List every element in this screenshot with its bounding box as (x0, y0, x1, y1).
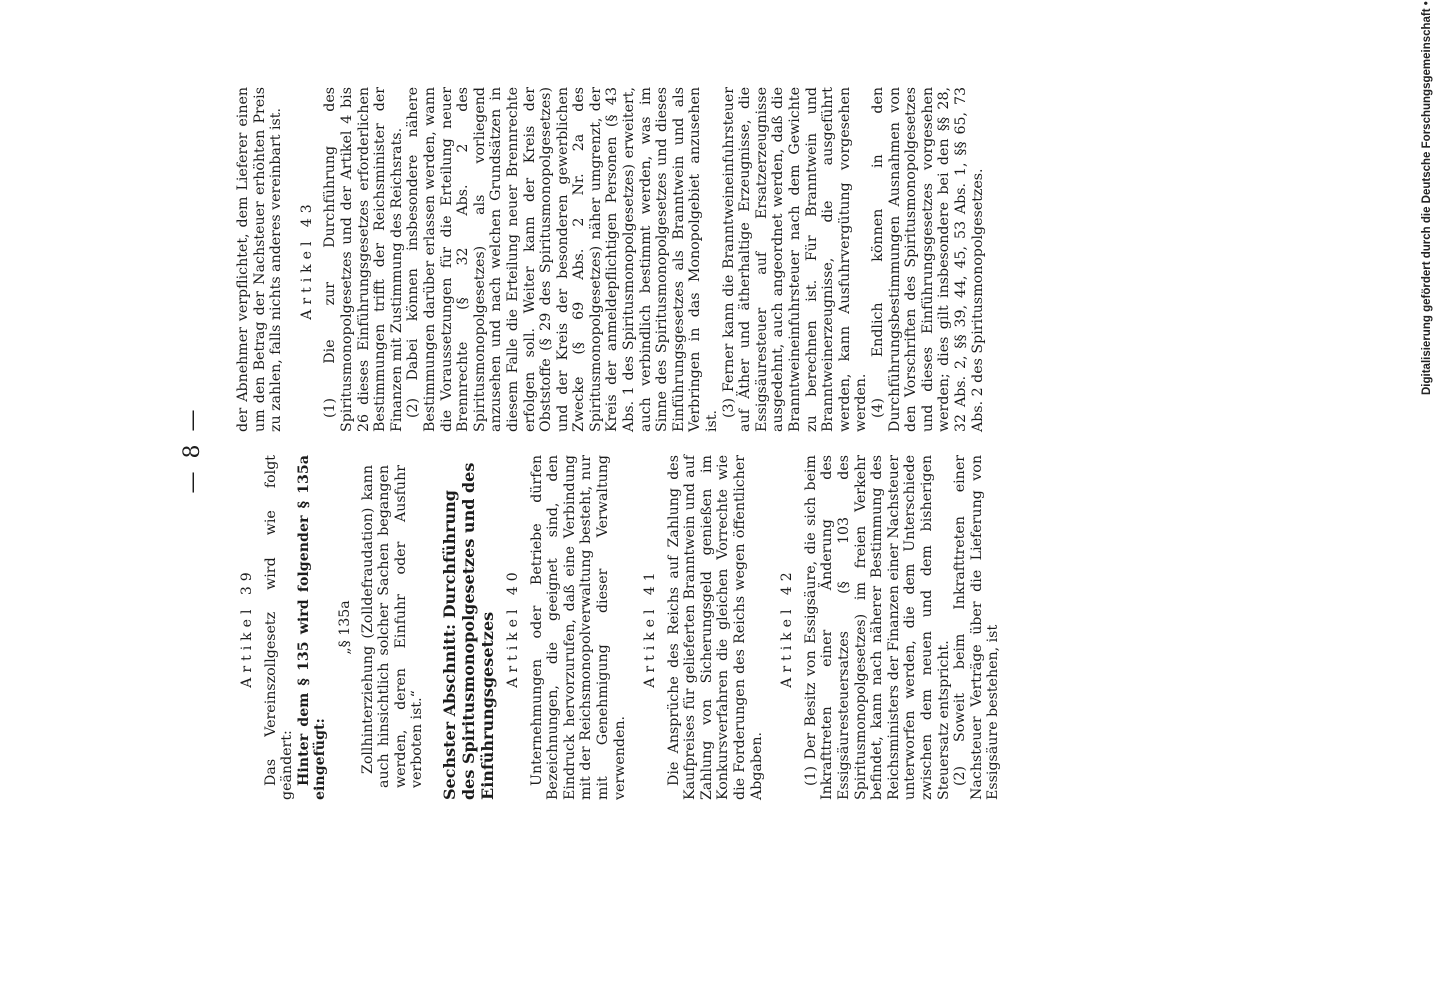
article-39-instruction: Hinter dem § 135 wird folgender § 135a eingefügt: (295, 455, 329, 800)
article-42-paragraph-2-continued: der Abnehmer verpflichtet, dem Lieferer einen um den Betrag der Nachsteuer erhöhten Preis zu zahlen, falls nichts anderes vereinbart ist. (235, 87, 285, 432)
article-43-paragraph-4: (4) Endlich können in den Durchführungsbestimmungen Ausnahmen von den Vorschriften des Spiritusmonopolgesetzes und dieses Einführungsgesetzes vorgesehen werden; dies gilt insbesondere bei den §§ 28, 32 Abs. 2, §§ 39, 44, 45, 53 Abs. 1, §§ 65, 73 Abs. 2 des Spiritusmonopolgesetzes. (869, 87, 986, 432)
article-43-paragraph-2: (2) Dabei können insbesondere nähere Bestimmungen darüber erlassen werden, wann die Voraussetzungen für die Erteilung neuer Brennrechte (§ 32 Abs. 2 des Spiritusmonopolgesetzes) als vorliegend anzusehen und nach welchen Grundsätzen in diesem Falle die Erteilung neuer Brennrechte erfolgen soll. Weiter kann der Kreis der Obststoffe (§ 29 des Spiritusmonopolgesetzes) und der Kreis der besonderen gewerblichen Zwecke (§ 69 Abs. 2 Nr. 2a des Spiritusmonopolgesetzes) näher umgrenzt, der Kreis der anmeldepflichtigen Personen (§ 43 Abs. 1 des Spiritusmonopolgesetzes) erweitert, auch verbindlich bestimmt werden, was im Sinne des Spiritusmonopolgesetzes und dieses Einführungsgesetzes als Branntwein und als Verbringen in das Monopolgebiet anzusehen ist. (405, 87, 721, 432)
right-column (235, 87, 986, 432)
paragraph-135a-text: Zollhinterziehung (Zolldefraudation) kann auch hinsichtlich solcher Sachen begangen werden, deren Einfuhr oder Ausfuhr verboten ist.“ (359, 465, 426, 788)
article-39-intro: Das Vereinszollgesetz wird wie folgt geändert: (262, 455, 296, 800)
article-41-text: Die Ansprüche des Reichs auf Zahlung des Kaufpreises für gelieferten Branntwein und auf Zahlung von Sicherungsgeld genießen im Konkursverfahren die gleichen Vorrechte wie die Forderungen des Reichs wegen öffentlicher Abgaben. (665, 455, 765, 800)
article-40-title: Artikel 40 (504, 567, 521, 688)
article-42-paragraph-2: (2) Soweit beim Inkrafttreten einer Nachsteuer Verträge über die Lieferung von Essigsäure bestehen, ist (952, 455, 1002, 800)
credit-text: Digitalisierung gefördert durch die Deutsche Forschungsgemeinschaft • (1421, 1, 1433, 395)
article-43-paragraph-3: (3) Ferner kann die Branntweineinfuhrsteuer auf Äther und ätherhaltige Erzeugnisse, die Essigsäuresteuer auf Ersatzerzeugnisse ausgedehnt, auch angeordnet werden, daß die Branntweineinfuhrsteuer nach dem Gewichte zu berechnen ist. Für Branntwein und Branntweinerzeugnisse, die ausgeführt werden, kann Ausfuhrvergütung vorgesehen werden. (720, 87, 870, 432)
section-title: Sechster Abschnitt: Durchführung des Spiritusmonopolgesetzes und des Einführungsgesetzes (439, 462, 497, 800)
document-page (140, 0, 1002, 950)
article-43-paragraph-1: (1) Die zur Durchführung des Spiritusmonopolgesetzes und der Artikel 4 bis 26 dieses Einführungsgesetzes erforderlichen Bestimmungen trifft der Reichsminister der Finanzen mit Zustimmung des Reichsrats. (322, 87, 405, 432)
paragraph-135a-heading: „§ 135a (336, 600, 353, 655)
digitization-credit (1408, 0, 1434, 395)
article-41-title: Artikel 41 (642, 567, 659, 688)
article-40-text: Unternehmungen oder Betriebe dürfen Bezeichnungen, die geeignet sind, den Eindruck hervorzurufen, daß eine Verbindung mit der Reichsmonopolverwaltung besteht, nur mit Genehmigung dieser Verwaltung verwenden. (528, 455, 628, 800)
left-column (235, 455, 1002, 800)
article-43-title: Artikel 43 (298, 199, 315, 320)
page-number: — 8 — (180, 406, 205, 494)
article-39-title: Artikel 39 (239, 567, 255, 688)
article-42-paragraph-1: (1) Der Besitz von Essigsäure, die sich beim Inkrafttreten einer Änderung des Essigsäuresteuersatzes (§ 103 des Spiritusmonopolgesetzes) im freien Verkehr befindet, kann nach näherer Bestimmung des Reichsministers der Finanzen einer Nachsteuer unterworfen werden, die dem Unterschiede zwischen dem neuen und dem bisherigen Steuersatz entspricht. (802, 455, 952, 800)
article-42-title: Artikel 42 (779, 567, 796, 688)
